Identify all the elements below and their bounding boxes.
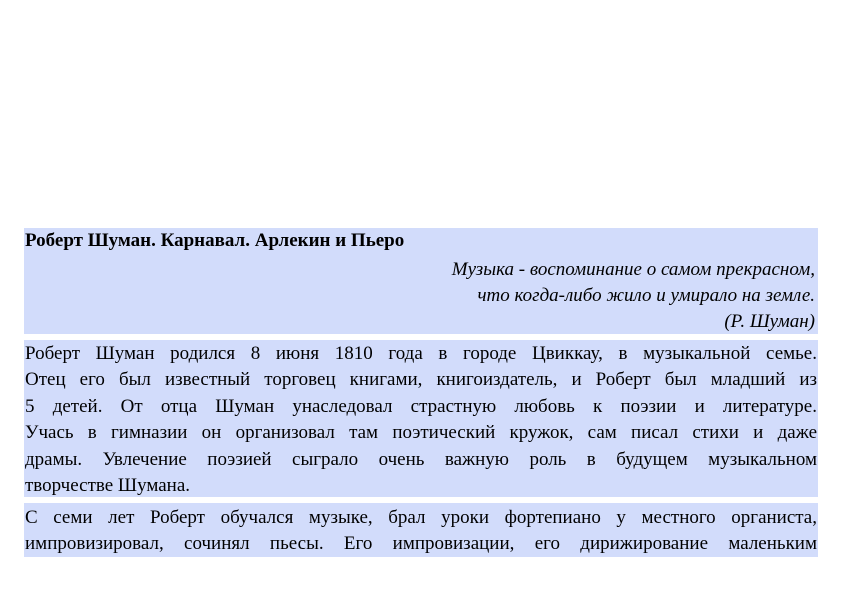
document-heading: Роберт Шуман. Карнавал. Арлекин и Пьеро bbox=[25, 230, 405, 251]
paragraph2-line: С семи лет Роберт обучался музыке, брал уроки фортепиано у местного органиста, bbox=[25, 507, 817, 528]
paragraph1-line: драмы. Увлечение поэзией сыграло очень важную роль в будущем музыкальном bbox=[25, 449, 817, 470]
epigraph-line-2: что когда-либо жило и умирало на земле. bbox=[477, 285, 815, 306]
epigraph-line-1: Музыка - воспоминание о самом прекрасном, bbox=[451, 259, 815, 280]
paragraph1-line: Роберт Шуман родился 8 июня 1810 года в городе Цвиккау, в музыкальной семье. bbox=[25, 343, 817, 364]
paragraph1-line: Учась в гимназии он организовал там поэтический кружок, сам писал стихи и даже bbox=[25, 422, 817, 443]
epigraph-author: (Р. Шуман) bbox=[724, 311, 815, 332]
paragraph1-line: Отец его был известный торговец книгами, книгоиздатель, и Роберт был младший из bbox=[25, 369, 817, 390]
paragraph1-line: творчестве Шумана. bbox=[25, 475, 191, 496]
paragraph2-line: импровизировал, сочинял пьесы. Его импровизации, его дирижирование маленьким bbox=[25, 533, 817, 554]
paragraph1-line: 5 детей. От отца Шуман унаследовал страстную любовь к поэзии и литературе. bbox=[25, 396, 817, 417]
